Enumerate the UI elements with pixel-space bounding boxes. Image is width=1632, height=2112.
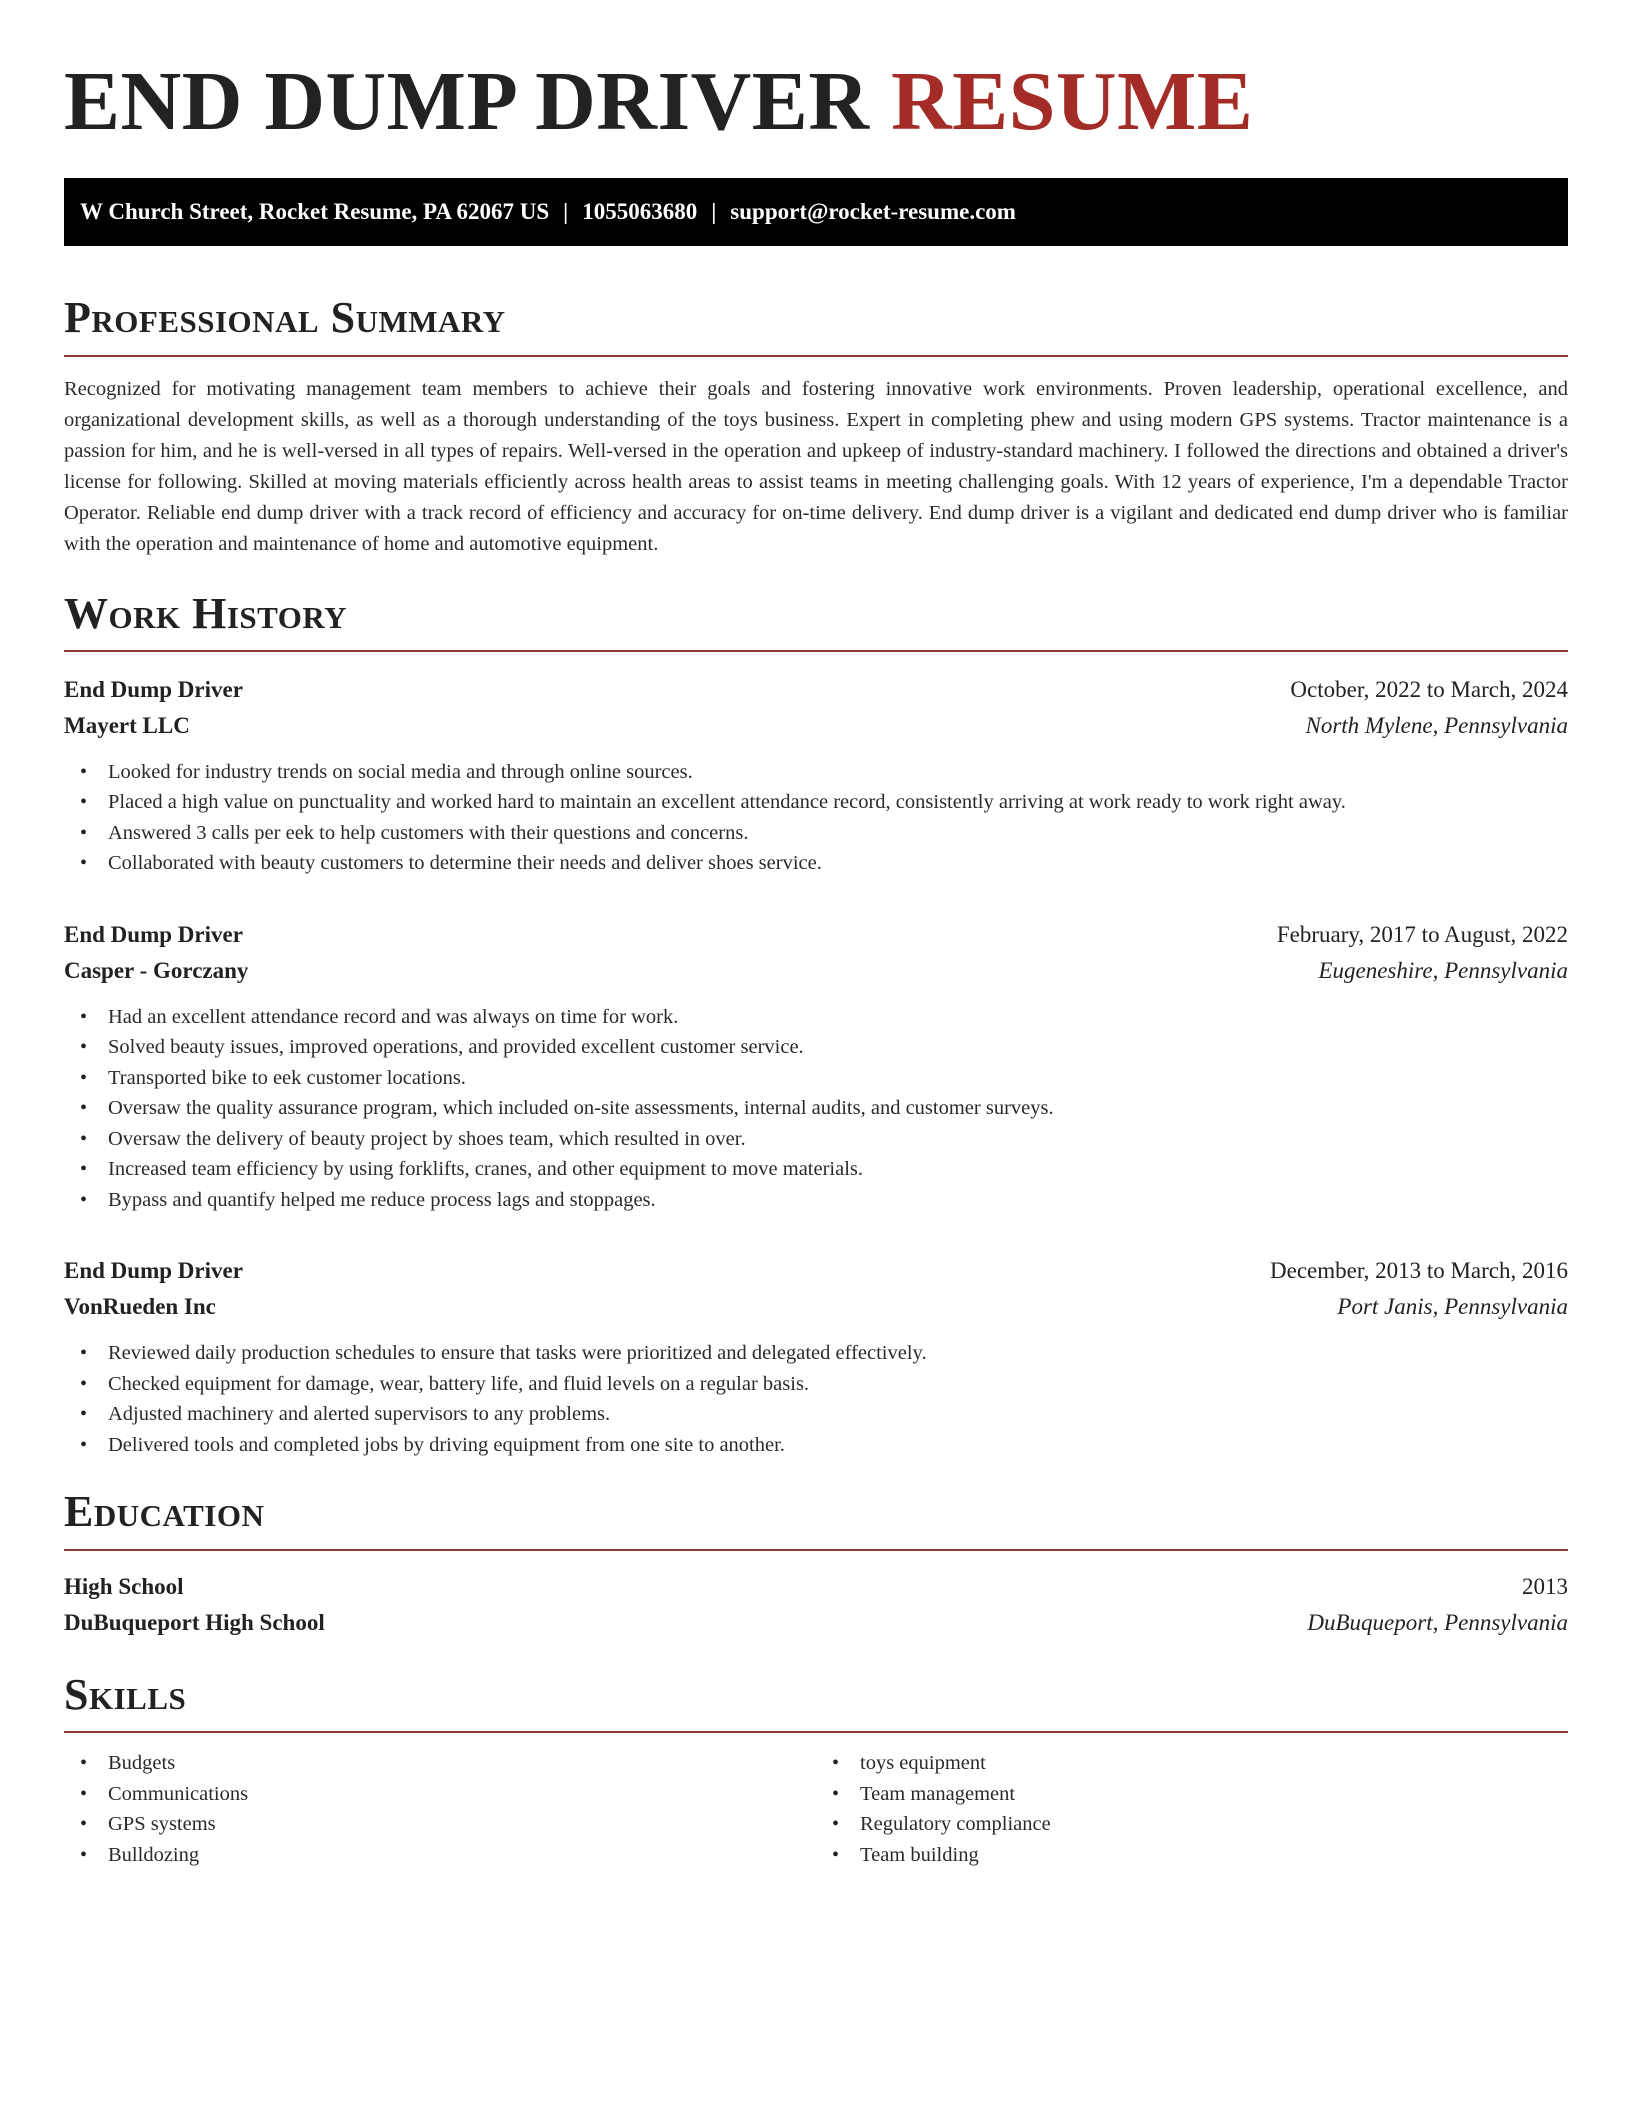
job-dates: December, 2013 to March, 2016 xyxy=(1270,1258,1568,1284)
job-company: Casper - Gorczany xyxy=(64,957,249,983)
education-school-row xyxy=(64,1605,1568,1641)
job-company: VonRueden Inc xyxy=(64,1294,216,1320)
job-company-row xyxy=(64,1289,1568,1325)
contact-email: support@rocket-resume.com xyxy=(730,199,1016,225)
skills-column-right xyxy=(816,1748,1568,1870)
skill-item: • Team building xyxy=(816,1840,1568,1871)
section-heading-education: Education xyxy=(64,1487,265,1537)
contact-bar xyxy=(64,178,1568,246)
section-divider xyxy=(64,1731,1568,1733)
job-title: End Dump Driver xyxy=(64,1258,243,1284)
section-divider xyxy=(64,355,1568,357)
contact-separator: | xyxy=(711,199,717,225)
job-bullet: • Reviewed daily production schedules to ensure that tasks were prioritized and delegated effectively. xyxy=(64,1338,1568,1369)
job-bullet: • Answered 3 calls per eek to help customers with their questions and concerns. xyxy=(64,818,1568,849)
contact-address: W Church Street, Rocket Resume, PA 62067 US xyxy=(80,199,550,225)
job-bullet: • Had an excellent attendance record and was always on time for work. xyxy=(64,1002,1568,1033)
job-bullet: • Bypass and quantify helped me reduce process lags and stoppages. xyxy=(64,1185,1568,1216)
job-location: Eugeneshire, Pennsylvania xyxy=(1318,957,1568,983)
contact-separator: | xyxy=(563,199,569,225)
job-bullet: • Checked equipment for damage, wear, battery life, and fluid levels on a regular basis. xyxy=(64,1369,1568,1400)
skill-item: • Budgets xyxy=(64,1748,816,1779)
job-bullet: • Looked for industry trends on social media and through online sources. xyxy=(64,757,1568,788)
education-degree: High School xyxy=(64,1573,184,1599)
job-bullets xyxy=(64,757,1568,879)
education-year: 2013 xyxy=(1522,1573,1568,1599)
education-header-row xyxy=(64,1569,1568,1605)
education-entry xyxy=(64,1569,1568,1641)
job-company-row xyxy=(64,708,1568,744)
job-header-row xyxy=(64,1253,1568,1289)
title-accent: RESUME xyxy=(891,55,1254,148)
education-school: DuBuqueport High School xyxy=(64,1609,325,1635)
skills-column-left xyxy=(64,1748,816,1870)
job-entry xyxy=(64,917,1568,1216)
job-entry xyxy=(64,1253,1568,1460)
job-bullets xyxy=(64,1338,1568,1460)
job-bullet: • Solved beauty issues, improved operations, and provided excellent customer service. xyxy=(64,1032,1568,1063)
job-bullet: • Increased team efficiency by using forklifts, cranes, and other equipment to move materials. xyxy=(64,1154,1568,1185)
job-entry xyxy=(64,672,1568,879)
job-location: Port Janis, Pennsylvania xyxy=(1337,1294,1568,1320)
skill-item: • toys equipment xyxy=(816,1748,1568,1779)
job-company-row xyxy=(64,953,1568,989)
skills-list xyxy=(64,1748,1568,1870)
job-bullet: • Transported bike to eek customer locations. xyxy=(64,1063,1568,1094)
title-main: END DUMP DRIVER xyxy=(64,55,870,148)
section-divider xyxy=(64,650,1568,652)
section-heading-summary: Professional Summary xyxy=(64,293,506,343)
job-bullet: • Placed a high value on punctuality and worked hard to maintain an excellent attendance record, consistently arriving at work ready to work right away. xyxy=(64,787,1568,818)
skill-item: • GPS systems xyxy=(64,1809,816,1840)
skill-item: • Bulldozing xyxy=(64,1840,816,1871)
education-location: DuBuqueport, Pennsylvania xyxy=(1307,1609,1568,1635)
skill-item: • Regulatory compliance xyxy=(816,1809,1568,1840)
job-dates: February, 2017 to August, 2022 xyxy=(1276,921,1568,947)
job-title: End Dump Driver xyxy=(64,921,243,947)
summary-text: Recognized for motivating management team members to achieve their goals and fostering innovative work environments. Proven leadership, operational excellence, and organizational development skills, as well as a thorough understanding of the toys business. Expert in completing phew and using modern GPS systems. Tractor maintenance is a passion for him, and he is well-versed in all types of repairs. Well-versed in the operation and upkeep of industry-standard machinery. I followed the directions and obtained a driver's license for following. Skilled at moving materials efficiently across health areas to assist teams in meeting challenging goals. With 12 years of experience, I'm a dependable Tractor Operator. Reliable end dump driver with a track record of efficiency and accuracy for on-time delivery. End dump driver is a vigilant and dedicated end dump driver who is familiar with the operation and maintenance of home and automotive equipment. xyxy=(64,377,1568,555)
job-dates: October, 2022 to March, 2024 xyxy=(1290,676,1568,702)
job-company: Mayert LLC xyxy=(64,712,190,738)
skill-item: • Communications xyxy=(64,1779,816,1810)
skill-item: • Team management xyxy=(816,1779,1568,1810)
job-header-row xyxy=(64,672,1568,708)
job-bullets xyxy=(64,1002,1568,1216)
job-header-row xyxy=(64,917,1568,953)
job-bullet: • Oversaw the quality assurance program, which included on-site assessments, internal audits, and customer surveys. xyxy=(64,1093,1568,1124)
job-bullet: • Collaborated with beauty customers to determine their needs and deliver shoes service. xyxy=(64,848,1568,879)
section-divider xyxy=(64,1549,1568,1551)
job-location: North Mylene, Pennsylvania xyxy=(1305,712,1568,738)
resume-title xyxy=(64,0,1568,146)
job-bullet: • Adjusted machinery and alerted supervisors to any problems. xyxy=(64,1399,1568,1430)
job-bullet: • Delivered tools and completed jobs by driving equipment from one site to another. xyxy=(64,1430,1568,1461)
job-title: End Dump Driver xyxy=(64,676,243,702)
section-heading-skills: Skills xyxy=(64,1669,187,1719)
contact-phone: 1055063680 xyxy=(582,199,698,225)
job-bullet: • Oversaw the delivery of beauty project by shoes team, which resulted in over. xyxy=(64,1124,1568,1155)
section-heading-work-history: Work History xyxy=(64,588,348,638)
